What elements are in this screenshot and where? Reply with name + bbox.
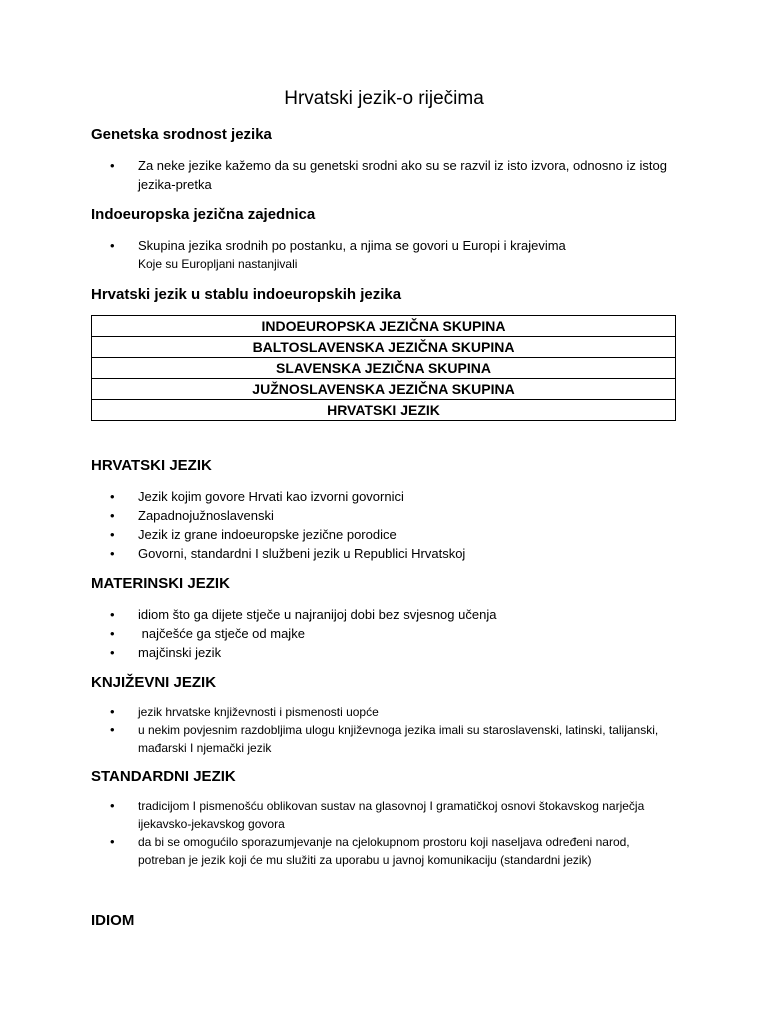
list-standardni-jezik: [110, 797, 680, 869]
list-hrvatski-jezik: [110, 487, 690, 563]
list-item-continuation: Koje su Europljani nastanjivali: [138, 257, 298, 271]
list-item: [110, 703, 665, 721]
list-item: [110, 624, 690, 643]
list-materinski-jezik: [110, 605, 690, 662]
table-row: [92, 400, 676, 421]
list-item-text: u nekim povjesnim razdobljima ulogu književnoga jezika imali su staroslavenski, latinski, talijanski, mađarski I njemački jezik: [138, 723, 659, 755]
bullet-icon: •: [110, 489, 115, 504]
list-item-text: Jezik iz grane indoeuropske jezične porodice: [138, 527, 397, 542]
language-tree-table: [91, 315, 676, 421]
list-item-text: tradicijom I pismenošću oblikovan sustav na glasovnoj I gramatičkoj osnovi štokavskog narječja ijekavsko-jekavskog govora: [138, 799, 645, 831]
bullet-icon: •: [110, 798, 115, 813]
list-item: [110, 721, 665, 757]
list-item: [110, 236, 690, 274]
list-item-text: Zapadnojužnoslavenski: [138, 508, 274, 523]
heading-standardni-jezik: STANDARDNI JEZIK: [91, 768, 236, 785]
table-row: [92, 358, 676, 379]
table-cell: BALTOSLAVENSKA JEZIČNA SKUPINA: [92, 337, 676, 358]
bullet-icon: •: [110, 645, 115, 660]
list-item-text: najčešće ga stječe od majke: [138, 626, 305, 641]
bullet-icon: •: [110, 508, 115, 523]
bullet-icon: •: [110, 238, 115, 253]
heading-idiom: IDIOM: [91, 912, 135, 929]
list-item-text: majčinski jezik: [138, 645, 222, 660]
heading-stablo: Hrvatski jezik u stablu indoeuropskih jezika: [91, 286, 402, 303]
bullet-icon: •: [110, 704, 115, 719]
list-item: [110, 487, 690, 506]
list-item-text: idiom što ga dijete stječe u najranijoj dobi bez svjesnog učenja: [138, 607, 497, 622]
bullet-icon: •: [110, 834, 115, 849]
list-item: [110, 605, 690, 624]
bullet-icon: •: [110, 527, 115, 542]
list-item: [110, 643, 690, 662]
page-title: Hrvatski jezik-o riječima: [284, 88, 484, 109]
heading-indoeuropska: Indoeuropska jezična zajednica: [91, 206, 316, 223]
list-item: [110, 525, 690, 544]
list-item-text: da bi se omogućilo sporazumjevanje na cjelokupnom prostoru koji naseljava određeni narod, potreban je jezik koji će mu služiti za uporabu u javnoj komunikaciju (standardni jezik): [138, 835, 630, 867]
table-row: [92, 337, 676, 358]
list-item-text: jezik hrvatske književnosti i pismenosti uopće: [138, 705, 379, 719]
bullet-icon: •: [110, 722, 115, 737]
list-item: [110, 544, 690, 563]
table-row: [92, 316, 676, 337]
table-cell: JUŽNOSLAVENSKA JEZIČNA SKUPINA: [92, 379, 676, 400]
list-item: [110, 506, 690, 525]
table-cell: HRVATSKI JEZIK: [92, 400, 676, 421]
table-cell: INDOEUROPSKA JEZIČNA SKUPINA: [92, 316, 676, 337]
heading-hrvatski-jezik: HRVATSKI JEZIK: [91, 457, 212, 474]
bullet-icon: •: [110, 626, 115, 641]
bullet-icon: •: [110, 158, 115, 173]
list-item: [110, 156, 670, 194]
list-item-text: Jezik kojim govore Hrvati kao izvorni govornici: [138, 489, 404, 504]
list-item-text: Skupina jezika srodnih po postanku, a njima se govori u Europi i krajevima: [138, 238, 566, 253]
list-item: [110, 833, 680, 869]
list-genetska: [110, 156, 670, 194]
table-row: [92, 379, 676, 400]
list-indoeuropska: [110, 236, 690, 274]
table-cell: SLAVENSKA JEZIČNA SKUPINA: [92, 358, 676, 379]
heading-genetska-srodnost: Genetska srodnost jezika: [91, 126, 272, 143]
list-knjizevni-jezik: [110, 703, 665, 757]
heading-materinski-jezik: MATERINSKI JEZIK: [91, 575, 230, 592]
list-item-text: Za neke jezike kažemo da su genetski srodni ako su se razvil iz isto izvora, odnosno iz istog jezika-pretka: [138, 158, 667, 192]
list-item: [110, 797, 680, 833]
bullet-icon: •: [110, 607, 115, 622]
list-item-text: Govorni, standardni I službeni jezik u Republici Hrvatskoj: [138, 546, 466, 561]
heading-knjizevni-jezik: KNJIŽEVNI JEZIK: [91, 674, 217, 691]
bullet-icon: •: [110, 546, 115, 561]
